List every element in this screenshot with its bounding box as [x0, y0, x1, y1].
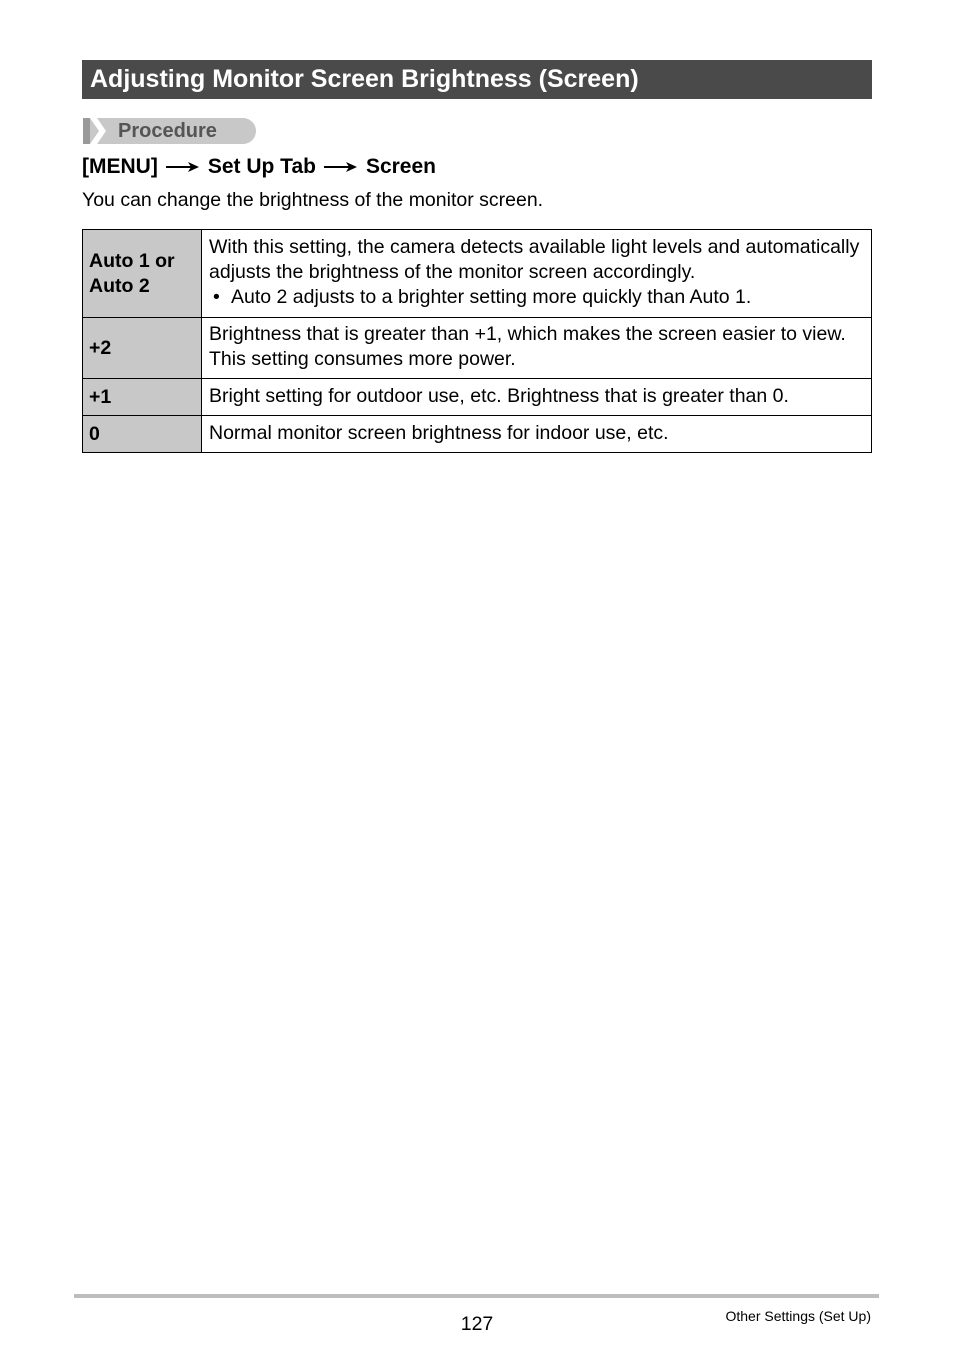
- procedure-badge: [83, 118, 256, 144]
- intro-text: You can change the brightness of the monitor screen.: [82, 189, 544, 211]
- table-row: [83, 416, 872, 453]
- table-row: [83, 379, 872, 416]
- page-number: 127: [460, 1313, 494, 1335]
- setting-key-line: Auto 2: [89, 274, 150, 297]
- settings-table: [82, 229, 872, 453]
- menu-path-step-setup-tab: Set Up Tab: [207, 155, 316, 178]
- setting-key: [83, 230, 202, 318]
- bullet-text: Auto 2 adjusts to a brighter setting more quickly than Auto 1.: [231, 286, 752, 308]
- setting-description: Bright setting for outdoor use, etc. Brightness that is greater than 0.: [202, 379, 872, 416]
- setting-key-line: Auto 1 or: [89, 249, 175, 272]
- section-title: Adjusting Monitor Screen Brightness (Screen): [82, 60, 872, 99]
- setting-key: +2: [83, 318, 202, 379]
- chevron-right-icon: [83, 118, 107, 144]
- bullet-item: [209, 285, 865, 310]
- procedure-label: Procedure: [118, 120, 217, 142]
- arrow-right-icon: [166, 161, 200, 173]
- setting-description: Normal monitor screen brightness for indoor use, etc.: [202, 416, 872, 453]
- setting-key: +1: [83, 379, 202, 416]
- menu-path: [82, 153, 436, 181]
- setting-description-text: With this setting, the camera detects available light levels and automatically adjusts the brightness of the monitor screen accordingly.: [209, 236, 860, 283]
- menu-path-step-menu: [MENU]: [82, 155, 158, 178]
- bullet-icon: •: [213, 286, 220, 308]
- footer-divider: [74, 1294, 879, 1298]
- table-row: [83, 230, 872, 318]
- setting-key: 0: [83, 416, 202, 453]
- arrow-right-icon: [324, 161, 358, 173]
- setting-description: Brightness that is greater than +1, which makes the screen easier to view. This setting consumes more power.: [202, 318, 872, 379]
- menu-path-step-screen: Screen: [365, 155, 436, 178]
- setting-description: [202, 230, 872, 318]
- footer-section-name: Other Settings (Set Up): [725, 1308, 871, 1324]
- table-row: [83, 318, 872, 379]
